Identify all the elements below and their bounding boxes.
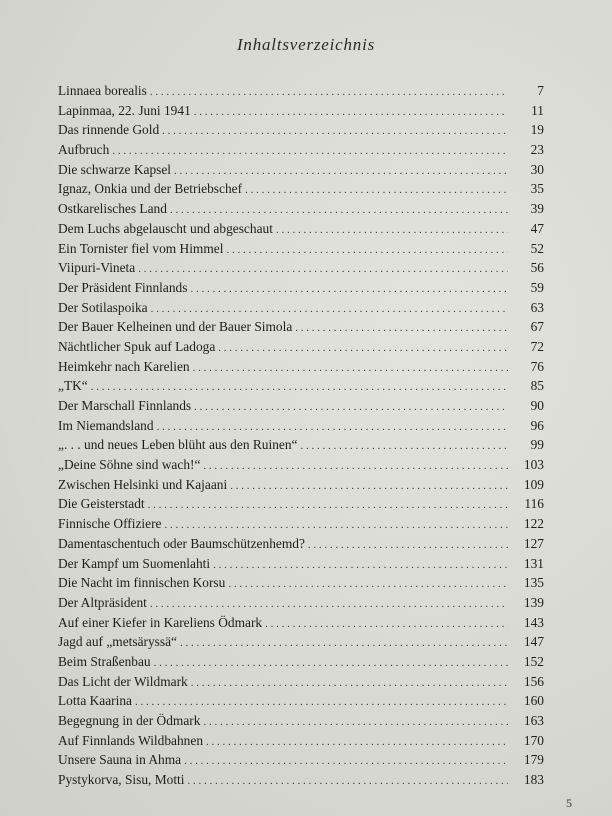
toc-entry-title: Das rinnende Gold <box>58 122 160 138</box>
toc-entry-page-number: 85 <box>530 378 544 394</box>
toc-entry-page-number: 39 <box>530 201 544 217</box>
toc-entry-page-number: 72 <box>530 338 544 354</box>
toc-entry-page-number: 147 <box>523 634 544 650</box>
toc-entry-title: Der Präsident Finnlands <box>58 279 188 295</box>
toc-entry-title: Im Niemandsland <box>58 417 154 433</box>
toc-entry-title: „Deine Söhne sind wach!“ <box>58 457 201 473</box>
toc-entry-title: Viipuri-Vineta <box>58 260 136 276</box>
toc-entry-title: Der Altpräsident <box>58 594 147 610</box>
toc-entry-title: „TK“ <box>58 378 88 394</box>
toc-entry <box>58 199 544 219</box>
toc-entry <box>58 81 544 101</box>
toc-entry-page-number: 131 <box>523 555 544 571</box>
toc-entry <box>58 593 544 613</box>
toc-entry-title: Der Kampf um Suomenlahti <box>58 555 211 571</box>
dot-leader <box>276 221 508 241</box>
toc-entry <box>58 179 544 199</box>
toc-entry <box>58 632 544 652</box>
toc-entry-page-number: 23 <box>530 142 544 158</box>
toc-entry-title: Finnische Offiziere <box>58 516 162 532</box>
toc-entry-page-number: 35 <box>530 181 544 197</box>
dot-leader <box>265 615 508 635</box>
toc-entry-page-number: 179 <box>523 752 544 768</box>
toc-entry <box>58 613 544 633</box>
toc-entry-page-number: 52 <box>530 240 544 256</box>
dot-leader <box>194 398 508 418</box>
toc-entry <box>58 514 544 534</box>
toc-entry <box>58 534 544 554</box>
dot-leader <box>190 280 508 300</box>
dot-leader <box>206 733 508 753</box>
toc-entry-page-number: 143 <box>523 614 544 630</box>
toc-entry-title: Unsere Sauna in Ahma <box>58 752 182 768</box>
page-number: 5 <box>566 796 572 810</box>
toc-entry <box>58 160 544 180</box>
toc-entry-page-number: 152 <box>523 653 544 669</box>
dot-leader <box>226 241 508 261</box>
toc-entry-page-number: 160 <box>523 693 544 709</box>
toc-entry <box>58 672 544 692</box>
toc-entry-page-number: 11 <box>531 102 544 118</box>
toc-entry-title: Begegnung in der Ödmark <box>58 713 201 728</box>
dot-leader <box>154 654 508 674</box>
toc-entry-page-number: 96 <box>530 417 544 433</box>
toc-entry-title: Aufbruch <box>58 142 110 158</box>
toc-entry <box>58 376 544 396</box>
toc-entry-title: Nächtlicher Spuk auf Ladoga <box>58 338 216 354</box>
toc-entry <box>58 317 544 337</box>
toc-entry-title: Beim Straßenbau <box>58 653 151 669</box>
toc-entry-title: Das Licht der Wildmark <box>58 673 188 689</box>
toc-entry-page-number: 63 <box>530 299 544 315</box>
toc-entry <box>58 750 544 770</box>
toc-entry-page-number: 19 <box>530 122 544 138</box>
toc-entry-title: Jagd auf „metsäryssä“ <box>58 634 177 650</box>
toc-entry-title: Heimkehr nach Karelien <box>58 358 190 374</box>
toc-entry-title: Ignaz, Onkia und der Betriebschef <box>58 181 243 197</box>
dot-leader <box>213 556 508 576</box>
toc-entry-page-number: 183 <box>523 772 544 788</box>
toc-entry-page-number: 47 <box>530 220 544 236</box>
dot-leader <box>193 359 508 379</box>
toc-entry-title: Der Sotilaspoika <box>58 299 148 315</box>
toc-entry <box>58 435 544 455</box>
toc-entry <box>58 691 544 711</box>
dot-leader <box>230 477 508 497</box>
page-title: Inhaltsverzeichnis <box>236 35 376 54</box>
toc-entry <box>58 278 544 298</box>
toc-entry <box>58 120 544 140</box>
toc-entry-page-number: 76 <box>530 358 544 374</box>
toc-entry-title: Ostkarelisches Land <box>58 201 167 217</box>
toc-entry <box>58 101 544 121</box>
dot-leader <box>180 634 508 654</box>
toc-entry <box>58 219 544 239</box>
toc-entry-title: Pystykorva, Sisu, Motti <box>58 772 185 788</box>
toc-entry-title: Linnaea borealis <box>58 83 147 98</box>
toc-entry-page-number: 109 <box>523 476 544 492</box>
toc-entry-page-number: 116 <box>524 496 544 512</box>
toc-entry <box>58 298 544 318</box>
toc-entry-title: Auf Finnlands Wildbahnen <box>58 732 204 748</box>
toc-entry <box>58 494 544 514</box>
dot-leader <box>228 575 508 595</box>
toc-entry <box>58 475 544 495</box>
toc-entry-page-number: 67 <box>530 319 544 335</box>
toc-entry-page-number: 170 <box>523 732 544 748</box>
toc-entry-title: Die schwarze Kapsel <box>58 161 172 177</box>
toc-entry-title: Damentaschentuch oder Baumschützenhemd? <box>58 535 305 551</box>
dot-leader <box>218 339 508 359</box>
dot-leader <box>295 319 508 339</box>
toc-entry <box>58 554 544 574</box>
toc-entry-title: Ein Tornister fiel vom Himmel <box>58 240 224 256</box>
toc-entry <box>58 455 544 475</box>
toc-entry-title: „. . . und neues Leben blüht aus den Ruinen“ <box>58 437 298 453</box>
dot-leader <box>203 713 508 733</box>
toc-entry <box>58 573 544 593</box>
toc-entry-title: Dem Luchs abgelauscht und abgeschaut <box>58 220 273 236</box>
toc-entry <box>58 396 544 416</box>
dot-leader <box>191 674 508 694</box>
dot-leader <box>203 457 508 477</box>
toc-entry <box>58 652 544 672</box>
dot-leader <box>184 752 508 772</box>
toc-entry-title: Zwischen Helsinki und Kajaani <box>58 476 228 492</box>
dot-leader <box>148 496 508 516</box>
toc-entry-title: Lapinmaa, 22. Juni 1941 <box>58 102 191 118</box>
toc-entry-title: Der Marschall Finnlands <box>58 398 192 413</box>
toc-entry-page-number: 135 <box>523 575 544 591</box>
dot-leader <box>150 83 508 103</box>
toc-entry-title: Auf einer Kiefer in Kareliens Ödmark <box>58 614 263 630</box>
toc-entry-page-number: 59 <box>530 279 544 295</box>
toc-entry <box>58 239 544 259</box>
toc-entry <box>58 258 544 278</box>
toc-entry-page-number: 99 <box>530 437 544 453</box>
toc-entry-page-number: 30 <box>530 161 544 177</box>
dot-leader <box>188 772 509 792</box>
toc-entry <box>58 731 544 751</box>
toc-entry <box>58 770 544 790</box>
toc-entry-title: Der Bauer Kelheinen und der Bauer Simola <box>58 319 293 335</box>
toc-entry-page-number: 127 <box>523 535 544 551</box>
toc-entry-page-number: 103 <box>523 457 544 473</box>
dot-leader <box>138 260 508 280</box>
toc-entry <box>58 337 544 357</box>
dot-leader <box>308 536 508 556</box>
toc-entry-page-number: 56 <box>530 260 544 276</box>
toc-entry <box>58 357 544 377</box>
toc-entry-page-number: 122 <box>523 516 544 532</box>
toc-entry-title: Lotta Kaarina <box>58 693 132 709</box>
toc-entry-page-number: 7 <box>537 83 544 98</box>
toc-entry-page-number: 90 <box>530 398 544 413</box>
toc-entry-title: Die Geisterstadt <box>58 496 145 512</box>
toc-entry <box>58 711 544 731</box>
table-of-contents <box>58 81 544 790</box>
toc-entry-title: Die Nacht im finnischen Korsu <box>58 575 226 591</box>
toc-entry-page-number: 163 <box>523 713 544 728</box>
dot-leader <box>162 122 508 142</box>
toc-entry <box>58 140 544 160</box>
toc-entry-page-number: 139 <box>523 594 544 610</box>
toc-entry-page-number: 156 <box>523 673 544 689</box>
dot-leader <box>245 181 508 201</box>
dot-leader <box>194 103 508 123</box>
toc-entry <box>58 416 544 436</box>
dot-leader <box>300 437 508 457</box>
